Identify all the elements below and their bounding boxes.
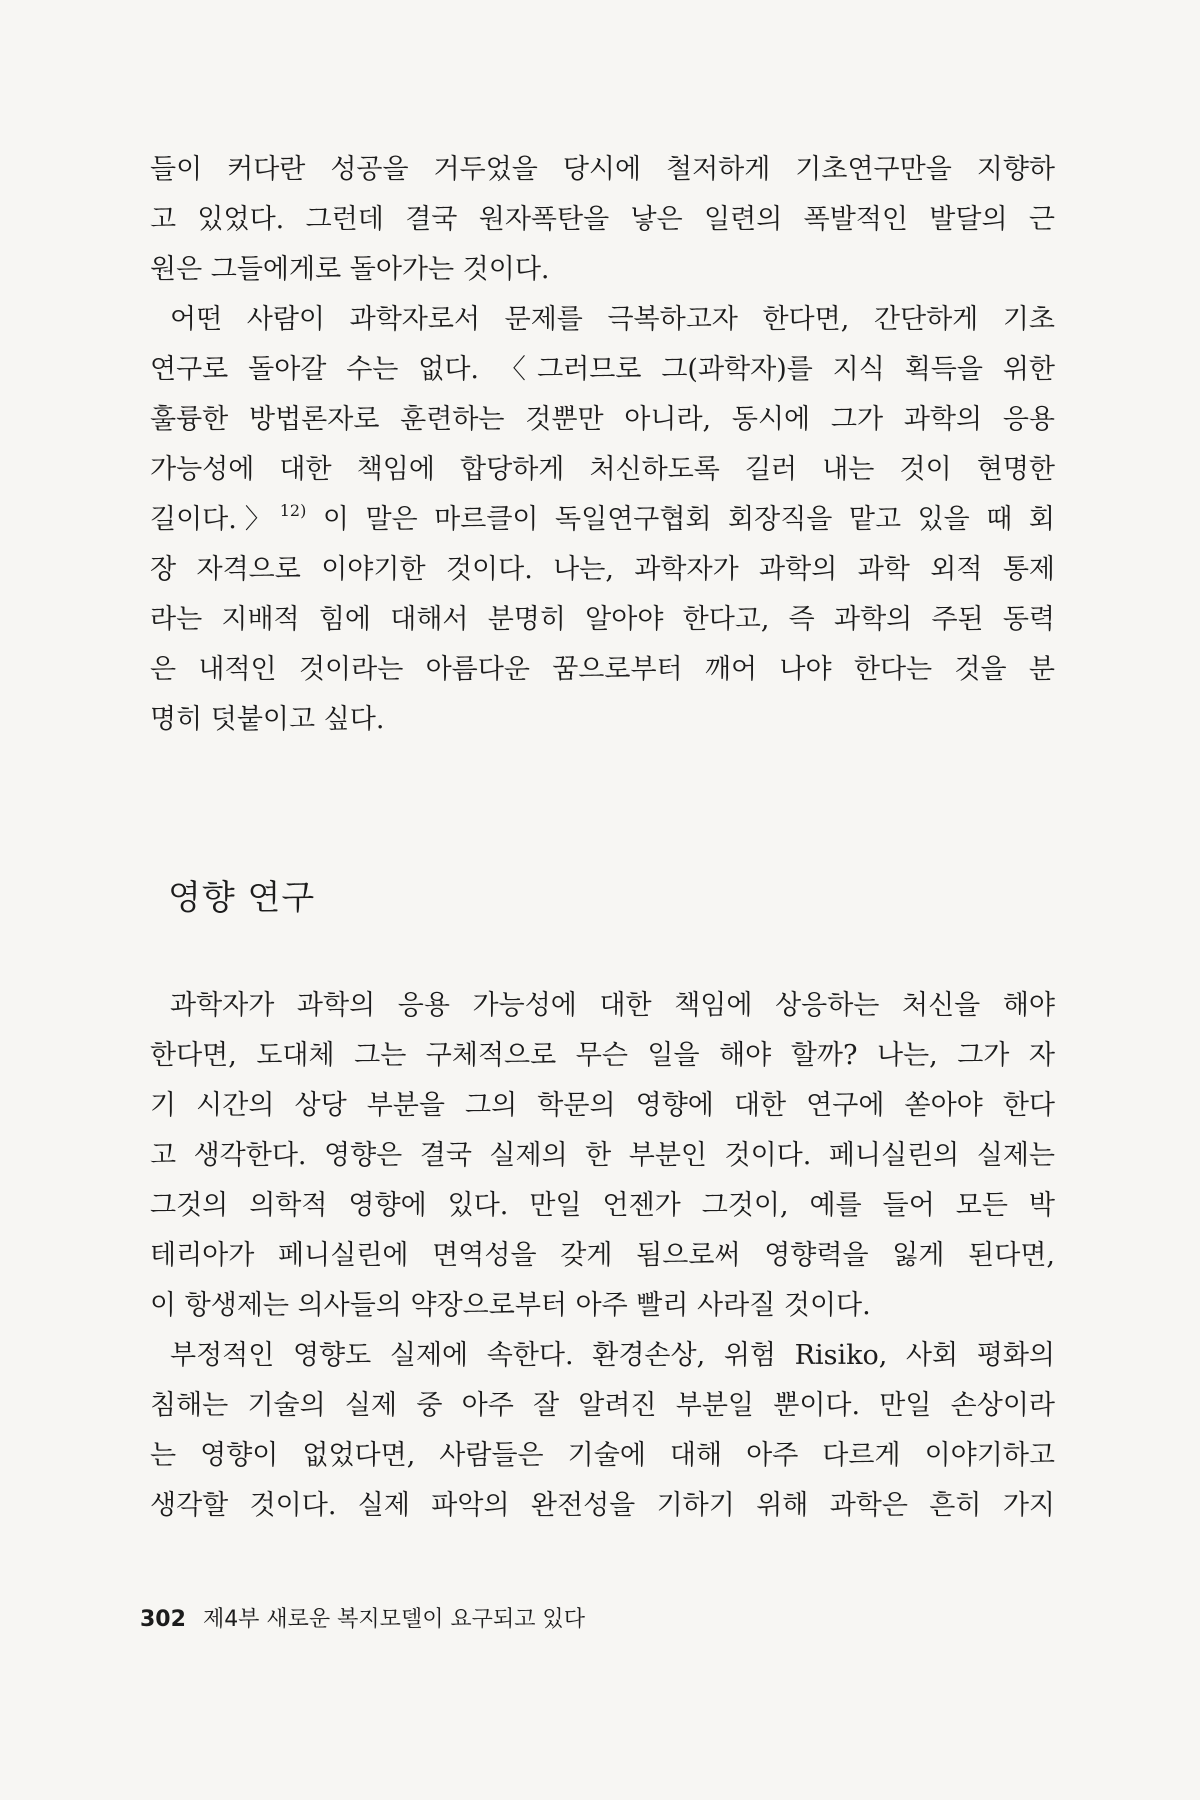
text-line: 이 항생제는 의사들의 약장으로부터 아주 빨리 사라질 것이다. (150, 1290, 871, 1321)
text-line: 명히 덧붙이고 싶다. (150, 704, 385, 735)
text-line: 고 있었다. 그런데 결국 원자폭탄을 낳은 일련의 폭발적인 발달의 근 (150, 204, 1055, 235)
footnote-ref: 12) (279, 501, 307, 520)
text-line: 그것의 의학적 영향에 있다. 만일 언젠가 그것이, 예를 들어 모든 박 (150, 1190, 1055, 1221)
text-line: 원은 그들에게로 돌아가는 것이다. (150, 254, 550, 285)
text-line: 라는 지배적 힘에 대해서 분명히 알아야 한다고, 즉 과학의 주된 동력 (150, 604, 1055, 635)
text-line: 은 내적인 것이라는 아름다운 꿈으로부터 깨어 나야 한다는 것을 분 (150, 654, 1055, 685)
text-line: 가능성에 대한 책임에 합당하게 처신하도록 길러 내는 것이 현명한 (150, 454, 1055, 485)
body-text-top (150, 145, 1055, 745)
text-line: 부정적인 영향도 실제에 속한다. 환경손상, 위험 Risiko, 사회 평화의 (170, 1340, 1055, 1371)
text-line: 장 자격으로 이야기한 것이다. 나는, 과학자가 과학의 과학 외적 통제 (150, 554, 1055, 585)
body-text-bottom (150, 981, 1055, 1531)
text-line: 기 시간의 상당 부분을 그의 학문의 영향에 대한 연구에 쏟아야 한다 (150, 1090, 1055, 1121)
page-number: 302 (140, 1607, 186, 1632)
section-heading: 영향 연구 (168, 878, 316, 918)
running-title: 제4부 새로운 복지모델이 요구되고 있다 (202, 1607, 585, 1632)
page-footer (140, 1605, 585, 1635)
quote-attribution: 이 말은 마르클이 독일연구협회 회장직을 맡고 있을 때 회 (322, 504, 1055, 535)
text-line: 어떤 사람이 과학자로서 문제를 극복하고자 한다면, 간단하게 기초 (170, 304, 1055, 335)
text-line: 한다면, 도대체 그는 구체적으로 무슨 일을 해야 할까? 나는, 그가 자 (150, 1040, 1055, 1071)
quote-end: 길이다.〉 (150, 504, 280, 535)
text-line: 연구로 돌아갈 수는 없다. 〈그러므로 그(과학자)를 지식 획득을 위한 (150, 354, 1055, 385)
text-line: 과학자가 과학의 응용 가능성에 대한 책임에 상응하는 처신을 해야 (170, 990, 1055, 1021)
text-line: 생각할 것이다. 실제 파악의 완전성을 기하기 위해 과학은 흔히 가지 (150, 1490, 1055, 1521)
text-line: 훌륭한 방법론자로 훈련하는 것뿐만 아니라, 동시에 그가 과학의 응용 (150, 404, 1055, 435)
text-line: 는 영향이 없었다면, 사람들은 기술에 대해 아주 다르게 이야기하고 (150, 1440, 1055, 1471)
text-line: 고 생각한다. 영향은 결국 실제의 한 부분인 것이다. 페니실린의 실제는 (150, 1140, 1055, 1171)
text-line: 테리아가 페니실린에 면역성을 갖게 됨으로써 영향력을 잃게 된다면, (150, 1240, 1055, 1271)
text-line-with-footnote (150, 495, 1055, 545)
text-line: 들이 커다란 성공을 거두었을 당시에 철저하게 기초연구만을 지향하 (150, 154, 1055, 185)
text-line: 침해는 기술의 실제 중 아주 잘 알려진 부분일 뿐이다. 만일 손상이라 (150, 1390, 1055, 1421)
